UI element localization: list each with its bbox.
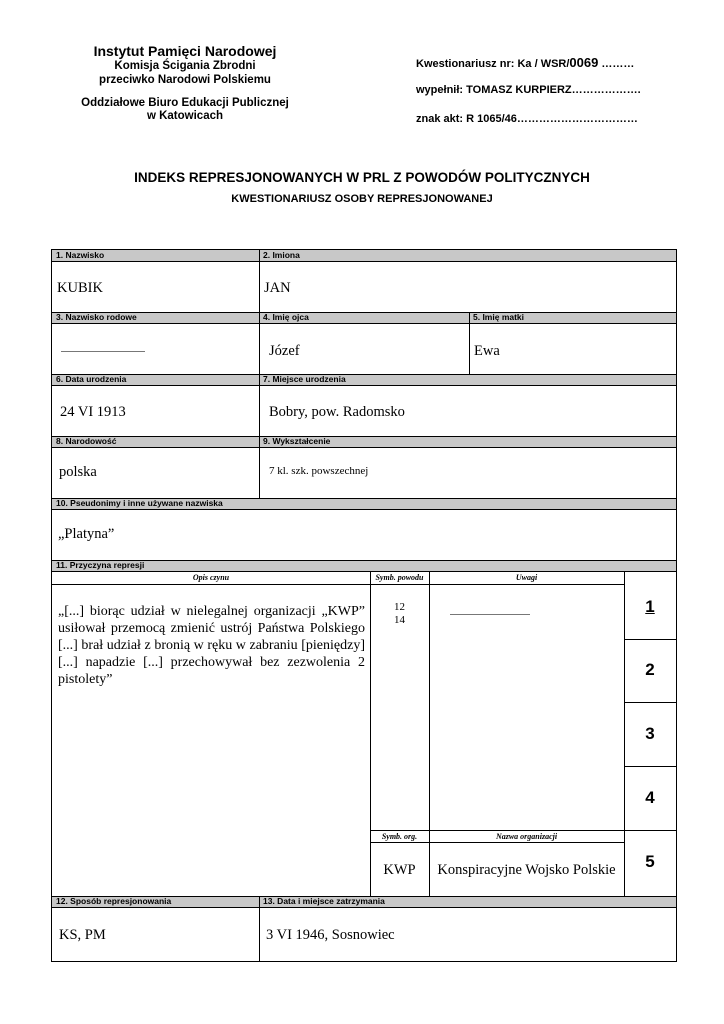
questionnaire-prefix: Kwestionariusz nr: Ka / WSR/ [416,58,570,70]
label-first-names: 2. Imiona [263,250,300,260]
side-number-5: 5 [645,852,655,871]
label-birth-place: 7. Miejsce urodzenia [263,374,346,384]
col-reason-symbol: Symb. powodu [375,573,424,582]
col-notes: Uwagi [515,573,538,582]
label-nationality: 8. Narodowość [56,436,117,446]
label-birth-date: 6. Data urodzenia [56,374,127,384]
label-father-name: 4. Imię ojca [263,312,309,322]
value-birth-place: Bobry, pow. Radomsko [269,404,405,420]
label-education: 9. Wykształcenie [263,436,331,446]
file-reference: znak akt: R 1065/46…………………………… [416,113,638,125]
commission-line-1: Komisja Ścigania Zbrodni [114,60,256,72]
office-line-2: w Katowicach [146,110,224,122]
value-pseudonyms: „Platyna” [58,526,115,542]
label-repression-cause: 11. Przyczyna represji [56,560,145,570]
value-surname: KUBIK [57,280,103,296]
side-number-2: 2 [645,660,655,679]
label-arrest: 13. Data i miejsce zatrzymania [263,896,385,906]
label-pseudonyms: 10. Pseudonimy i inne używane nazwiska [56,498,223,508]
label-family-name: 3. Nazwisko rodowe [56,312,137,322]
questionnaire-number-line [416,55,634,70]
questionnaire-dots: ……… [598,58,635,70]
empty-family-name-line [61,351,145,352]
act-description: „[...] biorąc udział w nielegalnej organizacji „KWP” usiłował przemocą zmienić ustrój Państwa Polskiego [...] brał udział z bronią w ręku w zabraniu [pieniędzy] [...] napadzie [...] przechowywał bez zezwolenia 2 pistolety” [58,604,365,687]
label-repression-mode: 12. Sposób represjonowania [56,896,172,906]
value-repression-mode: KS, PM [59,927,106,943]
sub-title: KWESTIONARIUSZ OSOBY REPRESJONOWANEJ [231,193,493,205]
value-mother-name: Ewa [474,343,500,359]
office-line-1: Oddziałowe Biuro Edukacji Publicznej [81,97,289,109]
col-org-name: Nazwa organizacji [495,832,558,841]
label-mother-name: 5. Imię matki [473,312,525,322]
col-org-symbol: Symb. org. [381,832,418,841]
main-title: INDEKS REPRESJONOWANYCH W PRL Z POWODÓW POLITYCZNYCH [134,170,590,185]
value-nationality: polska [59,464,97,480]
empty-notes-line [450,614,530,615]
questionnaire-number: 0069 [569,55,599,70]
side-number-4: 4 [645,788,655,807]
value-education: 7 kl. szk. powszechnej [269,465,369,477]
commission-line-2: przeciwko Narodowi Polskiemu [99,74,271,86]
side-number-3: 3 [645,724,655,743]
value-father-name: Józef [269,343,300,359]
filled-by: wypełnił: TOMASZ KURPIERZ………………. [416,84,641,96]
reason-symbol-2: 14 [394,614,405,626]
reason-symbol-1: 12 [394,601,405,613]
value-birth-date: 24 VI 1913 [60,404,126,420]
institute-name: Instytut Pamięci Narodowej [93,43,277,59]
label-surname: 1. Nazwisko [56,250,105,260]
org-name: Konspiracyjne Wojsko Polskie [437,862,616,878]
value-arrest: 3 VI 1946, Sosnowiec [266,927,395,943]
col-act-description: Opis czynu [192,573,230,582]
reason-symbols [370,601,429,627]
org-symbol: KWP [383,862,416,878]
questionnaire-form [51,249,677,962]
value-first-names: JAN [264,280,291,296]
side-number-1: 1 [645,597,655,616]
